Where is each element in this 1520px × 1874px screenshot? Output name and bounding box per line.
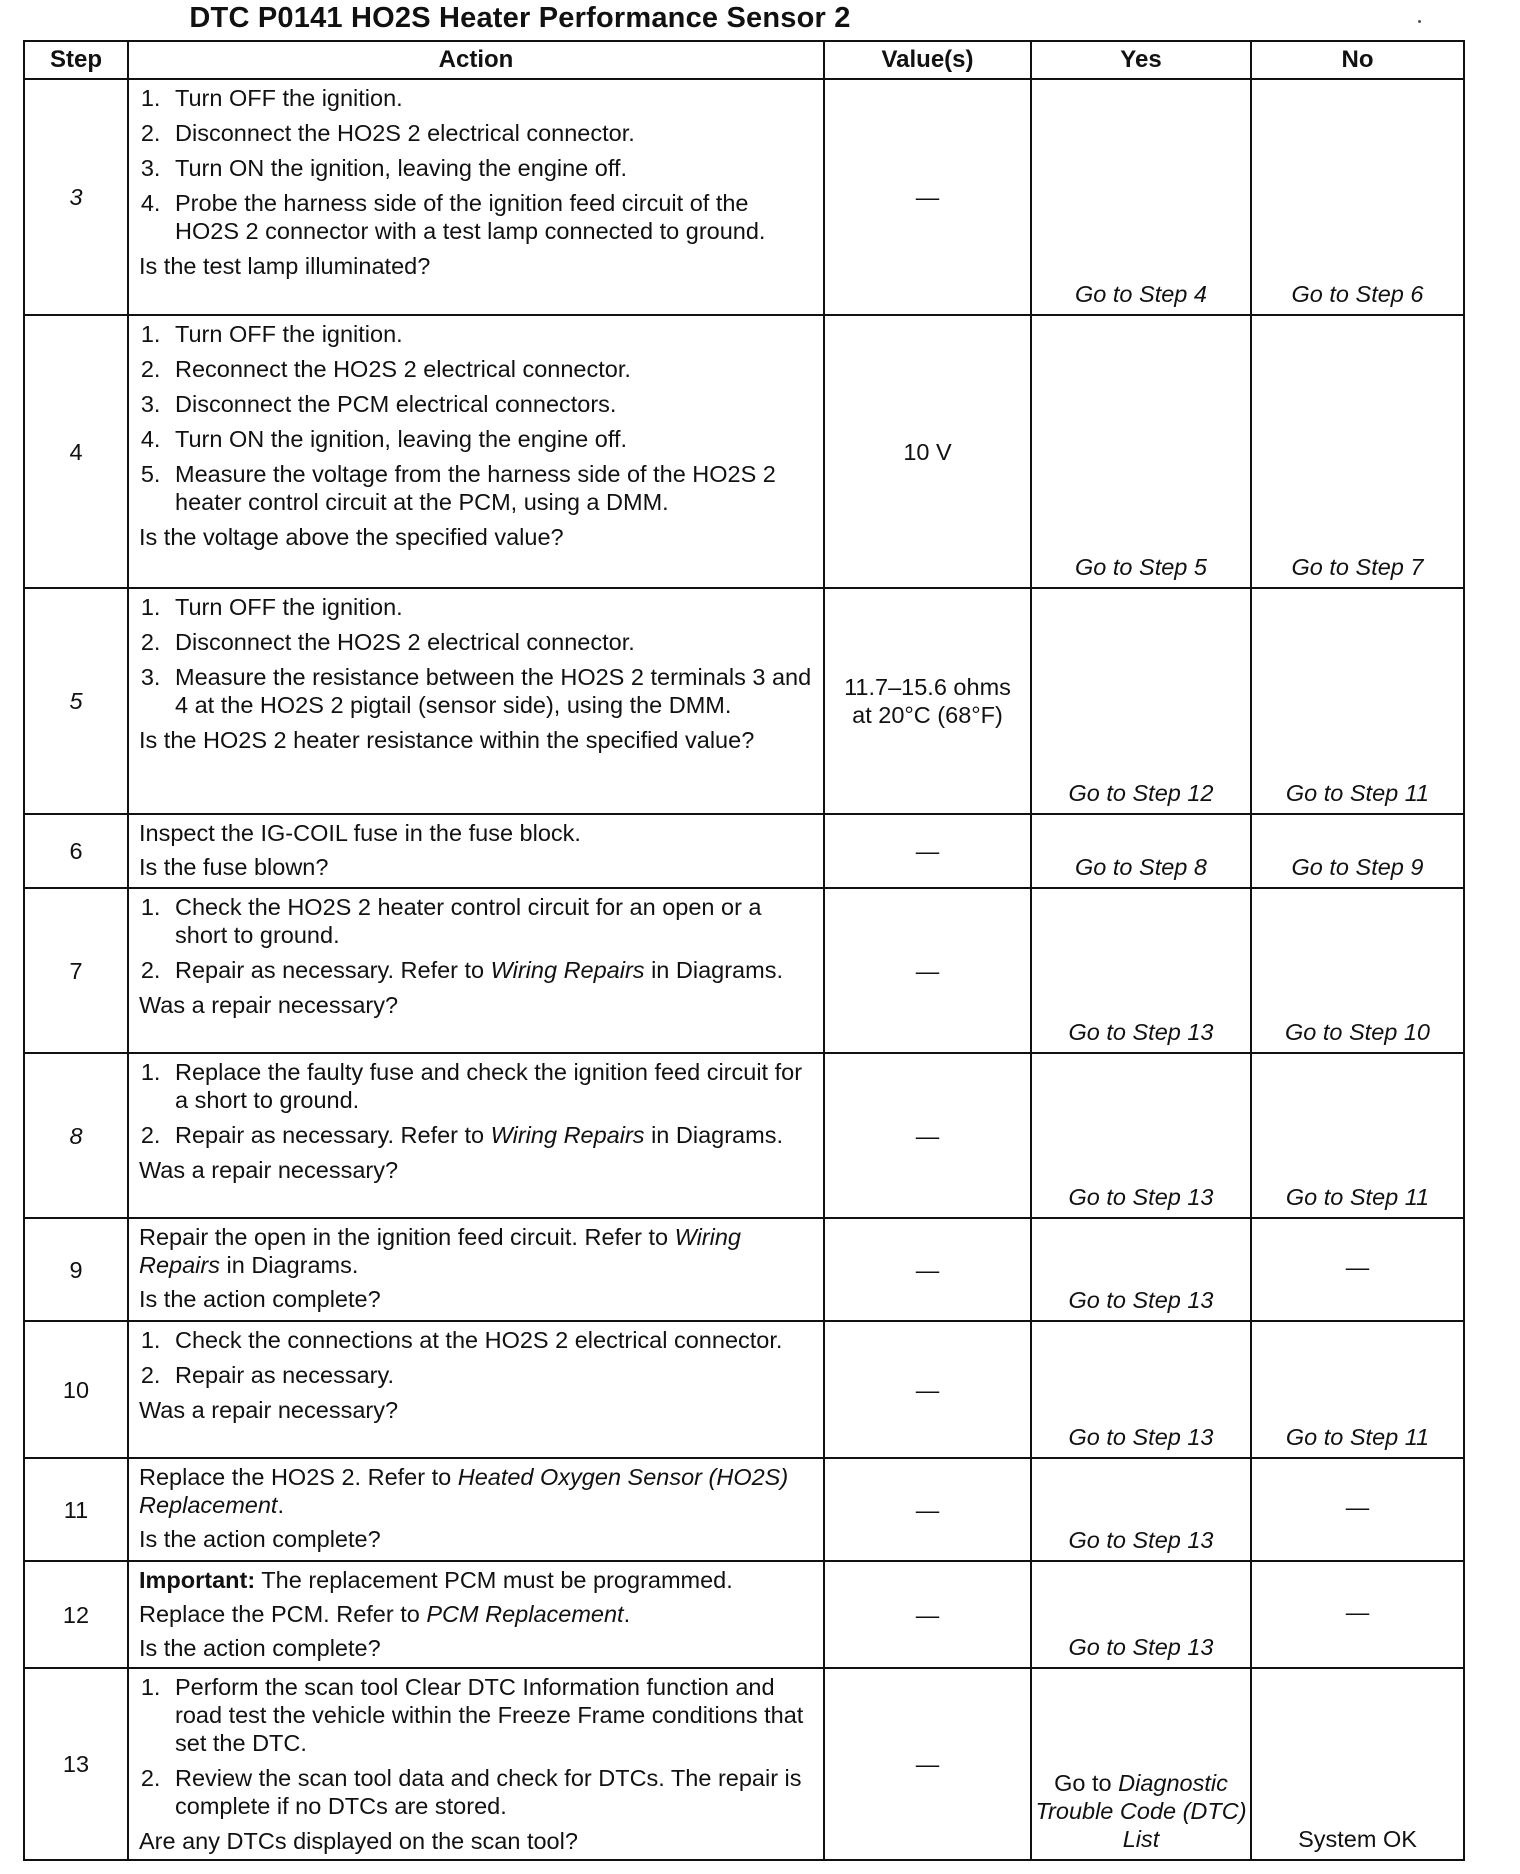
table-row [24, 79, 1464, 315]
no-cell: — [1251, 1561, 1464, 1668]
important-note [139, 1566, 815, 1594]
item-text: in Diagrams. [644, 957, 783, 983]
yes-cell: Go to Step 13 [1031, 1218, 1251, 1321]
no-cell: — [1251, 1458, 1464, 1561]
action-text-part: Replace the HO2S 2. Refer to [139, 1464, 458, 1490]
action-item: 2. Disconnect the HO2S 2 electrical connector. [167, 628, 815, 656]
action-item: 1. Turn OFF the ignition. [167, 320, 815, 348]
yes-cell: Go to Step 13 [1031, 1458, 1251, 1561]
value-cell: — [824, 1321, 1031, 1458]
action-question: Was a repair necessary? [139, 1397, 399, 1423]
step-number: 10 [24, 1321, 128, 1458]
yes-cell: Go to Step 13 [1031, 888, 1251, 1053]
step-number: 12 [24, 1561, 128, 1668]
value-cell: — [824, 79, 1031, 315]
no-cell: — [1251, 1218, 1464, 1321]
no-cell: Go to Step 10 [1251, 888, 1464, 1053]
table-header-row [24, 41, 1464, 79]
no-cell: Go to Step 11 [1251, 1053, 1464, 1218]
yes-cell: Go to Step 8 [1031, 814, 1251, 888]
value-cell: — [824, 1053, 1031, 1218]
value-cell: — [824, 1458, 1031, 1561]
header-no: No [1251, 41, 1464, 79]
table-row [24, 588, 1464, 814]
step-number: 4 [24, 315, 128, 588]
action-question: Is the action complete? [139, 1286, 381, 1312]
step-number: 3 [24, 79, 128, 315]
action-cell [128, 1561, 824, 1668]
important-text: The replacement PCM must be programmed. [255, 1567, 733, 1593]
action-question: Is the HO2S 2 heater resistance within the specified value? [139, 727, 755, 753]
no-cell: Go to Step 7 [1251, 315, 1464, 588]
action-list [139, 593, 815, 719]
action-item: 4. Probe the harness side of the ignition feed circuit of the HO2S 2 connector with a test lamp connected to ground. [167, 189, 815, 245]
table-row [24, 1218, 1464, 1321]
action-cell [128, 315, 824, 588]
action-item: 1. Check the connections at the HO2S 2 electrical connector. [167, 1326, 815, 1354]
action-item: 4. Turn ON the ignition, leaving the engine off. [167, 425, 815, 453]
step-number: 8 [24, 1053, 128, 1218]
action-item: 1. Check the HO2S 2 heater control circuit for an open or a short to ground. [167, 893, 815, 949]
action-cell [128, 79, 824, 315]
action-item: 1. Turn OFF the ignition. [167, 593, 815, 621]
diagnostic-table [23, 40, 1465, 1861]
yes-cell: Go to Step 12 [1031, 588, 1251, 814]
no-cell: Go to Step 9 [1251, 814, 1464, 888]
value-cell: — [824, 888, 1031, 1053]
action-list [139, 320, 815, 516]
step-number: 11 [24, 1458, 128, 1561]
table-row [24, 814, 1464, 888]
step-number: 9 [24, 1218, 128, 1321]
action-cell [128, 588, 824, 814]
action-list [139, 1058, 815, 1149]
action-text [139, 1223, 815, 1279]
no-cell: Go to Step 11 [1251, 1321, 1464, 1458]
action-question: Is the action complete? [139, 1526, 381, 1552]
step-number: 6 [24, 814, 128, 888]
action-item: 2. Review the scan tool data and check for DTCs. The repair is complete if no DTCs are stored. [167, 1764, 815, 1820]
action-item: 3. Measure the resistance between the HO2S 2 terminals 3 and 4 at the HO2S 2 pigtail (sensor side), using the DMM. [167, 663, 815, 719]
yes-text: Go to [1054, 1770, 1119, 1796]
action-cell [128, 1321, 824, 1458]
action-text: Replace the HO2S 2. Refer to Heated Oxygen Sensor (HO2S) Replacement. [139, 1464, 789, 1518]
value-cell: — [824, 1561, 1031, 1668]
action-reference: PCM Replacement [426, 1601, 624, 1627]
action-text-part: Repair the open in the ignition feed circuit. Refer to [139, 1224, 675, 1250]
important-label: Important: [139, 1567, 256, 1593]
value-cell: 10 V [824, 315, 1031, 588]
action-question: Is the voltage above the specified value? [139, 524, 564, 550]
table-row [24, 1053, 1464, 1218]
no-cell: Go to Step 11 [1251, 588, 1464, 814]
table-row [24, 1668, 1464, 1860]
action-question: Is the action complete? [139, 1635, 381, 1661]
no-cell: System OK [1251, 1668, 1464, 1860]
table-row [24, 1321, 1464, 1458]
action-cell [128, 1668, 824, 1860]
action-item: 2. Disconnect the HO2S 2 electrical connector. [167, 119, 815, 147]
action-item: 2. Reconnect the HO2S 2 electrical connector. [167, 355, 815, 383]
yes-cell: Go to Step 13 [1031, 1321, 1251, 1458]
action-text-part: in Diagrams. [219, 1252, 359, 1278]
action-item: 1. Perform the scan tool Clear DTC Information function and road test the vehicle within the Freeze Frame conditions that set the DTC. [167, 1673, 815, 1757]
yes-cell: Go to Step 13 [1031, 1561, 1251, 1668]
item-text: Repair as necessary. Refer to [175, 1122, 491, 1148]
page-title: DTC P0141 HO2S Heater Performance Sensor 2 [189, 2, 851, 34]
item-reference: Wiring Repairs [490, 1122, 645, 1148]
value-line: 11.7–15.6 ohms [844, 674, 1011, 700]
action-reference: Wiring Repairs [139, 1224, 741, 1278]
action-item [167, 956, 815, 984]
action-list [139, 1673, 815, 1820]
action-reference: Heated Oxygen Sensor (HO2S) Replacement [139, 1464, 789, 1518]
header-action: Action [128, 41, 824, 79]
yes-cell: Go to Step 13 [1031, 1053, 1251, 1218]
item-text: in Diagrams. [644, 1122, 783, 1148]
yes-cell [1031, 1668, 1251, 1860]
action-question: Is the fuse blown? [139, 854, 329, 880]
yes-reference: Diagnostic Trouble Code (DTC) List [1035, 1770, 1247, 1852]
table-row [24, 888, 1464, 1053]
action-item: 2. Repair as necessary. [167, 1361, 815, 1389]
action-text: Replace the PCM. Refer to PCM Replacement. [139, 1601, 631, 1627]
action-list [139, 1326, 815, 1389]
step-number: 5 [24, 588, 128, 814]
value-cell: — [824, 814, 1031, 888]
action-cell [128, 1218, 824, 1321]
action-cell [128, 814, 824, 888]
action-list [139, 893, 815, 984]
action-item: 5. Measure the voltage from the harness side of the HO2S 2 heater control circuit at the PCM, using a DMM. [167, 460, 815, 516]
value-cell: — [824, 1218, 1031, 1321]
table-row [24, 1458, 1464, 1561]
step-number: 7 [24, 888, 128, 1053]
action-cell [128, 888, 824, 1053]
table-row [24, 1561, 1464, 1668]
yes-cell: Go to Step 4 [1031, 79, 1251, 315]
action-question: Was a repair necessary? [139, 992, 399, 1018]
header-values: Value(s) [824, 41, 1031, 79]
item-reference: Wiring Repairs [490, 957, 645, 983]
scan-speck [1418, 20, 1421, 23]
action-question: Are any DTCs displayed on the scan tool? [139, 1828, 578, 1854]
value-line: at 20°C (68°F) [852, 702, 1003, 728]
item-text: Repair as necessary. Refer to [175, 957, 491, 983]
header-step: Step [24, 41, 128, 79]
value-cell [824, 588, 1031, 814]
step-number: 13 [24, 1668, 128, 1860]
action-item: 1. Turn OFF the ignition. [167, 84, 815, 112]
action-item [167, 1121, 815, 1149]
value-cell: — [824, 1668, 1031, 1860]
action-question: Is the test lamp illuminated? [139, 253, 431, 279]
no-cell: Go to Step 6 [1251, 79, 1464, 315]
action-text-part: Replace the PCM. Refer to [139, 1601, 427, 1627]
action-cell [128, 1053, 824, 1218]
table-row [24, 315, 1464, 588]
action-list [139, 84, 815, 245]
action-cell [128, 1458, 824, 1561]
action-item: 1. Replace the faulty fuse and check the ignition feed circuit for a short to ground. [167, 1058, 815, 1114]
action-text: Inspect the IG-COIL fuse in the fuse block. [139, 820, 581, 846]
header-yes: Yes [1031, 41, 1251, 79]
yes-cell: Go to Step 5 [1031, 315, 1251, 588]
action-item: 3. Disconnect the PCM electrical connectors. [167, 390, 815, 418]
action-question: Was a repair necessary? [139, 1157, 399, 1183]
action-item: 3. Turn ON the ignition, leaving the engine off. [167, 154, 815, 182]
